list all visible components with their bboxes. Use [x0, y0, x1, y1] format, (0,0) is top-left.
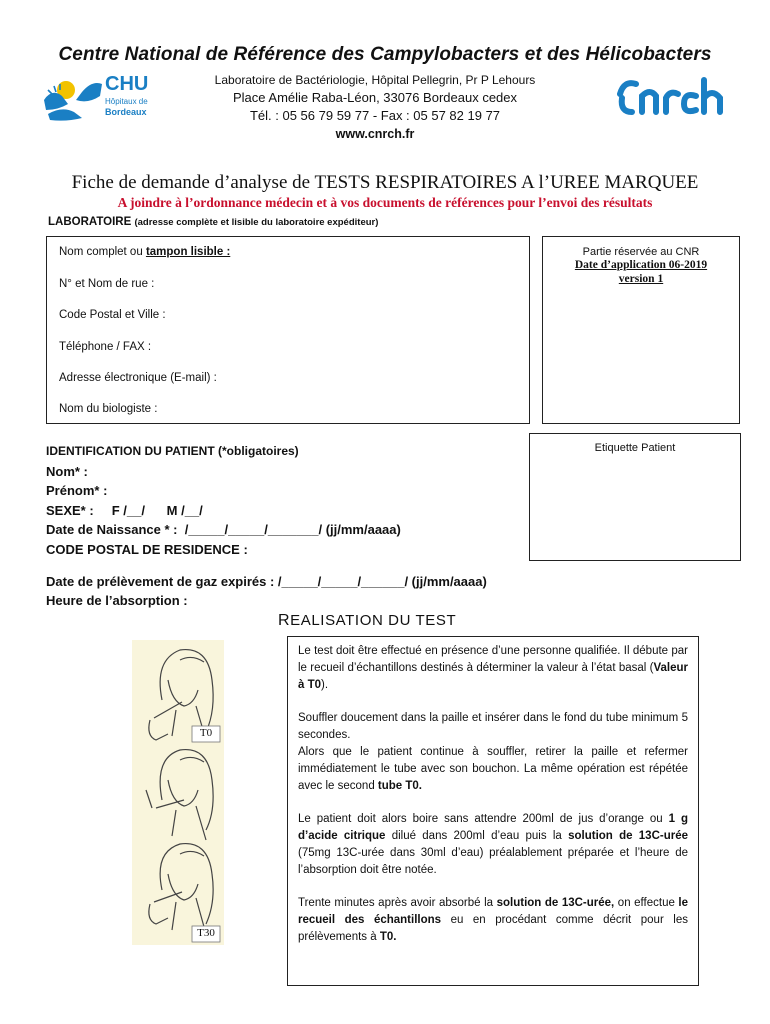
website-link[interactable]: www.cnrch.fr: [335, 127, 415, 141]
patient-prenom-field[interactable]: Prénom* :: [46, 483, 108, 498]
chu-logo-sub1: Hôpitaux de: [105, 97, 148, 106]
chu-hands-sun-icon: [42, 70, 104, 122]
patient-label-box[interactable]: [529, 433, 741, 561]
test-p4-text-b: on effectue: [614, 897, 679, 909]
test-heading: [278, 612, 456, 630]
patient-postcode-field[interactable]: CODE POSTAL DE RESIDENCE :: [46, 541, 248, 557]
lab-biologist-field[interactable]: Nom du biologiste :: [59, 403, 158, 415]
test-paragraph-2: [298, 710, 688, 795]
test-p3-bold-1: 1 g d’acide citrique: [298, 813, 688, 842]
address-line2: Place Amélie Raba-Léon, 33076 Bordeaux cedex: [232, 90, 518, 105]
form-title: Fiche de demande d’analyse de TESTS RESPIRATOIRES A l’UREE MARQUEE: [71, 172, 699, 193]
lab-address: [200, 71, 550, 143]
test-p1-text: Le test doit être effectué en présence d’une personne qualifiée. Il débute par le recueil d’échantillons destinés à déterminer la valeur à l’état basal (: [298, 645, 688, 674]
test-instructions-text: [298, 643, 688, 962]
cnr-application-date: Date d’application 06-2019: [574, 259, 708, 271]
address-line1: Laboratoire de Bactériologie, Hôpital Pellegrin, Pr P Lehours: [214, 73, 536, 87]
form-subtitle: A joindre à l’ordonnance médecin et à vos documents de références pour l’envoi des résultats: [117, 195, 653, 210]
test-p1-end: ).: [321, 679, 329, 691]
test-p4-text: Trente minutes après avoir absorbé la: [298, 897, 497, 909]
illustration-label-t0: T0: [199, 727, 213, 739]
breath-test-illustration: [132, 640, 224, 945]
test-p2-text-b: Alors que le patient continue à souffler, retirer la paille et refermer immédiatement le tube avec son bouchon. La même opération est répétée avec le second: [298, 746, 688, 792]
laboratory-heading-note: (adresse complète et lisible du laboratoire expéditeur): [134, 217, 379, 228]
test-p4-bold-1: solution de 13C-urée,: [496, 897, 615, 909]
chu-logo-sub2: Bordeaux: [105, 107, 147, 117]
lab-name-label-emph: tampon lisible :: [145, 246, 231, 258]
cnrch-wave-logo-icon: [616, 74, 726, 120]
address-line3: Tél. : 05 56 79 59 77 - Fax : 05 57 82 19 77: [249, 108, 501, 123]
patient-dob-field[interactable]: Date de Naissance * : /_____/_____/_______/ (jj/mm/aaaa): [46, 522, 401, 537]
page-title: Centre National de Référence des Campylobacters et des Hélicobacters: [58, 44, 712, 65]
test-p4-bold-3: T0.: [379, 931, 397, 943]
test-p3-text: Le patient doit alors boire sans attendre 200ml de jus d’orange ou: [298, 813, 669, 825]
laboratory-heading: [48, 216, 378, 228]
laboratory-box: [46, 236, 530, 424]
illustration-label-t30: T30: [197, 927, 215, 939]
cnr-reserved-label: Partie réservée au CNR: [582, 246, 700, 258]
test-p3-text-c: (75mg 13C-urée dans 30ml d’eau) préalablement préparée et l’heure de l’absorption doit être notée.: [298, 847, 688, 876]
lab-name-label: Nom complet ou: [59, 246, 146, 258]
test-paragraph-4: [298, 895, 688, 946]
test-p4-text-c: eu en procédant comme décrit pour les prélèvements à: [298, 914, 688, 943]
cnr-reserved-box: [542, 236, 740, 424]
lab-email-field[interactable]: Adresse électronique (E-mail) :: [59, 372, 217, 384]
patient-label-text: Etiquette Patient: [594, 442, 676, 454]
test-instructions-box: [287, 636, 699, 986]
sampling-date-field[interactable]: Date de prélèvement de gaz expirés : /_____/_____/______/ (jj/mm/aaaa): [46, 574, 487, 589]
test-p2-text: Souffler doucement dans la paille et insérer dans le fond du tube minimum 5 secondes.: [298, 712, 688, 741]
woman-blowing-straw-icon: [132, 640, 224, 945]
patient-identification: [46, 442, 401, 559]
test-p3-bold-2: solution de 13C-urée: [568, 830, 688, 842]
patient-nom-field[interactable]: Nom* :: [46, 463, 88, 479]
lab-postcode-field[interactable]: Code Postal et Ville :: [59, 309, 166, 321]
test-paragraph-1: [298, 643, 688, 694]
test-p4-bold-2: le recueil des échantillons: [298, 897, 689, 926]
lab-phone-field[interactable]: Téléphone / FAX :: [59, 341, 152, 353]
test-p1-bold: Valeur à T0: [298, 662, 688, 691]
test-heading-first: R: [278, 612, 291, 629]
absorption-time-field[interactable]: Heure de l’absorption :: [46, 593, 188, 608]
chu-logo-text: CHU: [105, 73, 149, 95]
test-paragraph-3: [298, 811, 688, 879]
lab-street-field[interactable]: N° et Nom de rue :: [59, 278, 155, 290]
cnr-version: version 1: [618, 273, 664, 285]
test-heading-rest: EALISATION DU TEST: [290, 612, 457, 629]
cnrch-logo: [616, 74, 726, 120]
chu-bordeaux-logo: [42, 70, 157, 122]
lab-name-field[interactable]: [59, 246, 230, 258]
laboratory-heading-text: LABORATOIRE: [48, 216, 132, 228]
sampling-section: [46, 572, 487, 610]
test-p2-bold: tube T0.: [377, 780, 423, 792]
patient-sexe-field[interactable]: SEXE* : F /__/ M /__/: [46, 502, 203, 518]
test-p3-text-b: dilué dans 200ml d’eau puis la: [385, 830, 569, 842]
patient-heading: IDENTIFICATION DU PATIENT (*obligatoires): [46, 444, 299, 458]
